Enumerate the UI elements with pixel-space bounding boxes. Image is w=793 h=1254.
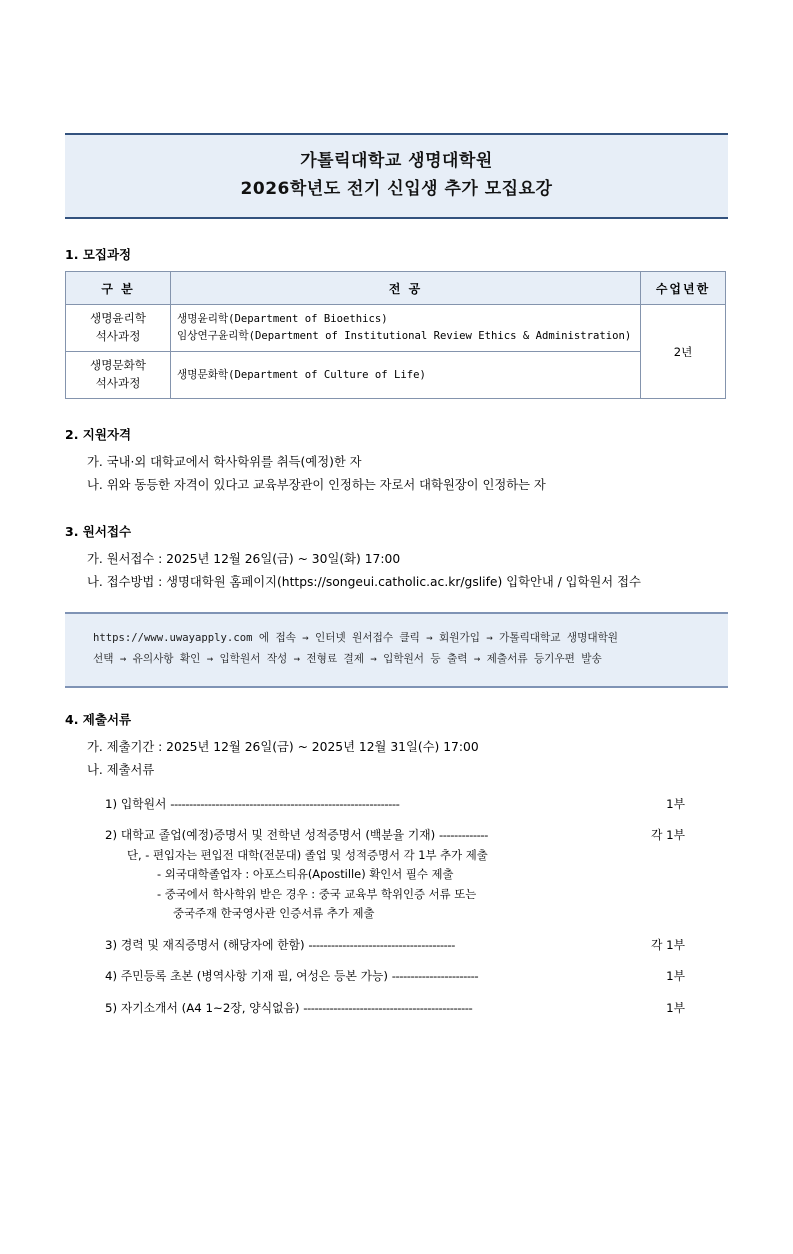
application-item-1: 가. 원서접수 : 2025년 12월 26일(금) ~ 30일(화) 17:00 xyxy=(87,552,401,567)
list-item xyxy=(105,966,728,987)
cell-years: 2년 xyxy=(641,305,726,399)
section-eligibility xyxy=(65,425,728,496)
section-application xyxy=(65,522,728,593)
major-item: 생명윤리학(Department of Bioethics) xyxy=(177,313,388,326)
title-line-1: 가톨릭대학교 생명대학원 xyxy=(300,151,493,171)
document-subnote: 중국주재 한국영사관 인증서류 추가 제출 xyxy=(173,906,375,921)
document-subnote: - 중국에서 학사학위 받은 경우 : 중국 교육부 학위인증 서류 또는 xyxy=(157,886,477,901)
steps-line-2: 선택 → 유의사항 확인 → 입학원서 작성 → 전형료 결제 → 입학원서 등 출력 → 제출서류 등기우편 발송 xyxy=(93,653,602,666)
document-label xyxy=(105,966,605,987)
list-item xyxy=(105,825,728,923)
section-2-heading: 2. 지원자격 xyxy=(65,426,132,442)
table-header-row xyxy=(66,272,726,305)
online-application-steps-box xyxy=(65,612,728,688)
document-label xyxy=(105,794,605,815)
document-title: 4) 주민등록 초본 (병역사항 기재 필, 여성은 등본 가능) xyxy=(105,969,388,984)
list-item xyxy=(105,794,728,815)
documents-item-1: 가. 제출기간 : 2025년 12월 26일(금) ~ 2025년 12월 31일(수) 17:00 xyxy=(87,740,479,755)
leader-dots: --------------------------------------- xyxy=(308,937,455,952)
steps-line-1: https://www.uwayapply.com 에 접속 → 인터넷 원서접수 클릭 → 회원가입 → 가톨릭대학교 생명대학원 xyxy=(93,631,619,644)
application-item-2: 나. 접수방법 : 생명대학원 홈페이지(https://songeui.catholic.ac.kr/gslife) 입학안내 / 입학원서 접수 xyxy=(87,575,641,590)
document-subnote: 단, - 편입자는 편입전 대학(전문대) 졸업 및 성적증명서 각 1부 추가 제출 xyxy=(127,848,488,863)
document-count: 1부 xyxy=(666,796,685,811)
eligibility-item-2: 나. 위와 동등한 자격이 있다고 교육부장관이 인정하는 자로서 대학원장이 인정하는 자 xyxy=(87,477,546,492)
document-title: 3) 경력 및 재직증명서 (해당자에 한함) xyxy=(105,937,305,952)
cell-majors-culture xyxy=(171,352,641,399)
document-count: 각 1부 xyxy=(650,937,685,952)
table-row xyxy=(66,305,726,352)
spacer xyxy=(105,989,728,998)
document-count: 1부 xyxy=(666,1000,685,1015)
section-4-heading: 4. 제출서류 xyxy=(65,712,132,728)
th-division: 구 분 xyxy=(66,272,171,305)
documents-item-2: 나. 제출서류 xyxy=(87,763,155,778)
cell-division-culture xyxy=(66,352,171,399)
cell-majors-bioethics xyxy=(171,305,641,352)
division-line-1: 생명윤리학 xyxy=(90,311,146,326)
table-row xyxy=(66,352,726,399)
spacer xyxy=(105,926,728,935)
major-item: 임상연구윤리학(Department of Institutional Review Ethics & Administration) xyxy=(177,330,632,343)
spacer xyxy=(105,816,728,825)
document-label xyxy=(105,935,605,956)
document-page xyxy=(0,133,793,1254)
th-years: 수업년한 xyxy=(641,272,726,305)
documents-list xyxy=(105,794,728,1019)
division-line-2: 석사과정 xyxy=(95,329,141,344)
title-line-2: 2026학년도 전기 신입생 추가 모집요강 xyxy=(240,179,553,200)
list-item xyxy=(105,998,728,1019)
cell-division-bioethics xyxy=(66,305,171,352)
division-line-1: 생명문화학 xyxy=(90,358,146,373)
leader-dots: ----------------------- xyxy=(391,969,479,984)
document-label xyxy=(105,825,605,923)
document-count: 1부 xyxy=(666,969,685,984)
section-required-documents xyxy=(65,710,728,1018)
leader-dots: ------------------------------------------------------------- xyxy=(170,796,400,811)
th-major: 전 공 xyxy=(171,272,641,305)
list-item xyxy=(105,935,728,956)
spacer xyxy=(105,957,728,966)
section-1-heading: 1. 모집과정 xyxy=(65,247,132,263)
section-3-heading: 3. 원서접수 xyxy=(65,524,132,540)
document-title: 5) 자기소개서 (A4 1~2장, 양식없음) xyxy=(105,1000,300,1015)
document-subnote: - 외국대학졸업자 : 아포스티유(Apostille) 확인서 필수 제출 xyxy=(157,867,454,882)
document-title: 1) 입학원서 xyxy=(105,796,167,811)
document-label xyxy=(105,998,605,1019)
document-title-box xyxy=(65,133,728,219)
section-recruitment-programs xyxy=(65,245,728,399)
eligibility-item-1: 가. 국내·외 대학교에서 학사학위를 취득(예정)한 자 xyxy=(87,454,362,469)
recruitment-table xyxy=(65,271,726,399)
major-item: 생명문화학(Department of Culture of Life) xyxy=(177,368,426,381)
document-title: 2) 대학교 졸업(예정)증명서 및 전학년 성적증명서 (백분율 기재) xyxy=(105,828,436,843)
document-count: 각 1부 xyxy=(650,828,685,843)
leader-dots: --------------------------------------------- xyxy=(303,1000,473,1015)
division-line-2: 석사과정 xyxy=(95,376,141,390)
leader-dots: ------------- xyxy=(439,828,488,843)
